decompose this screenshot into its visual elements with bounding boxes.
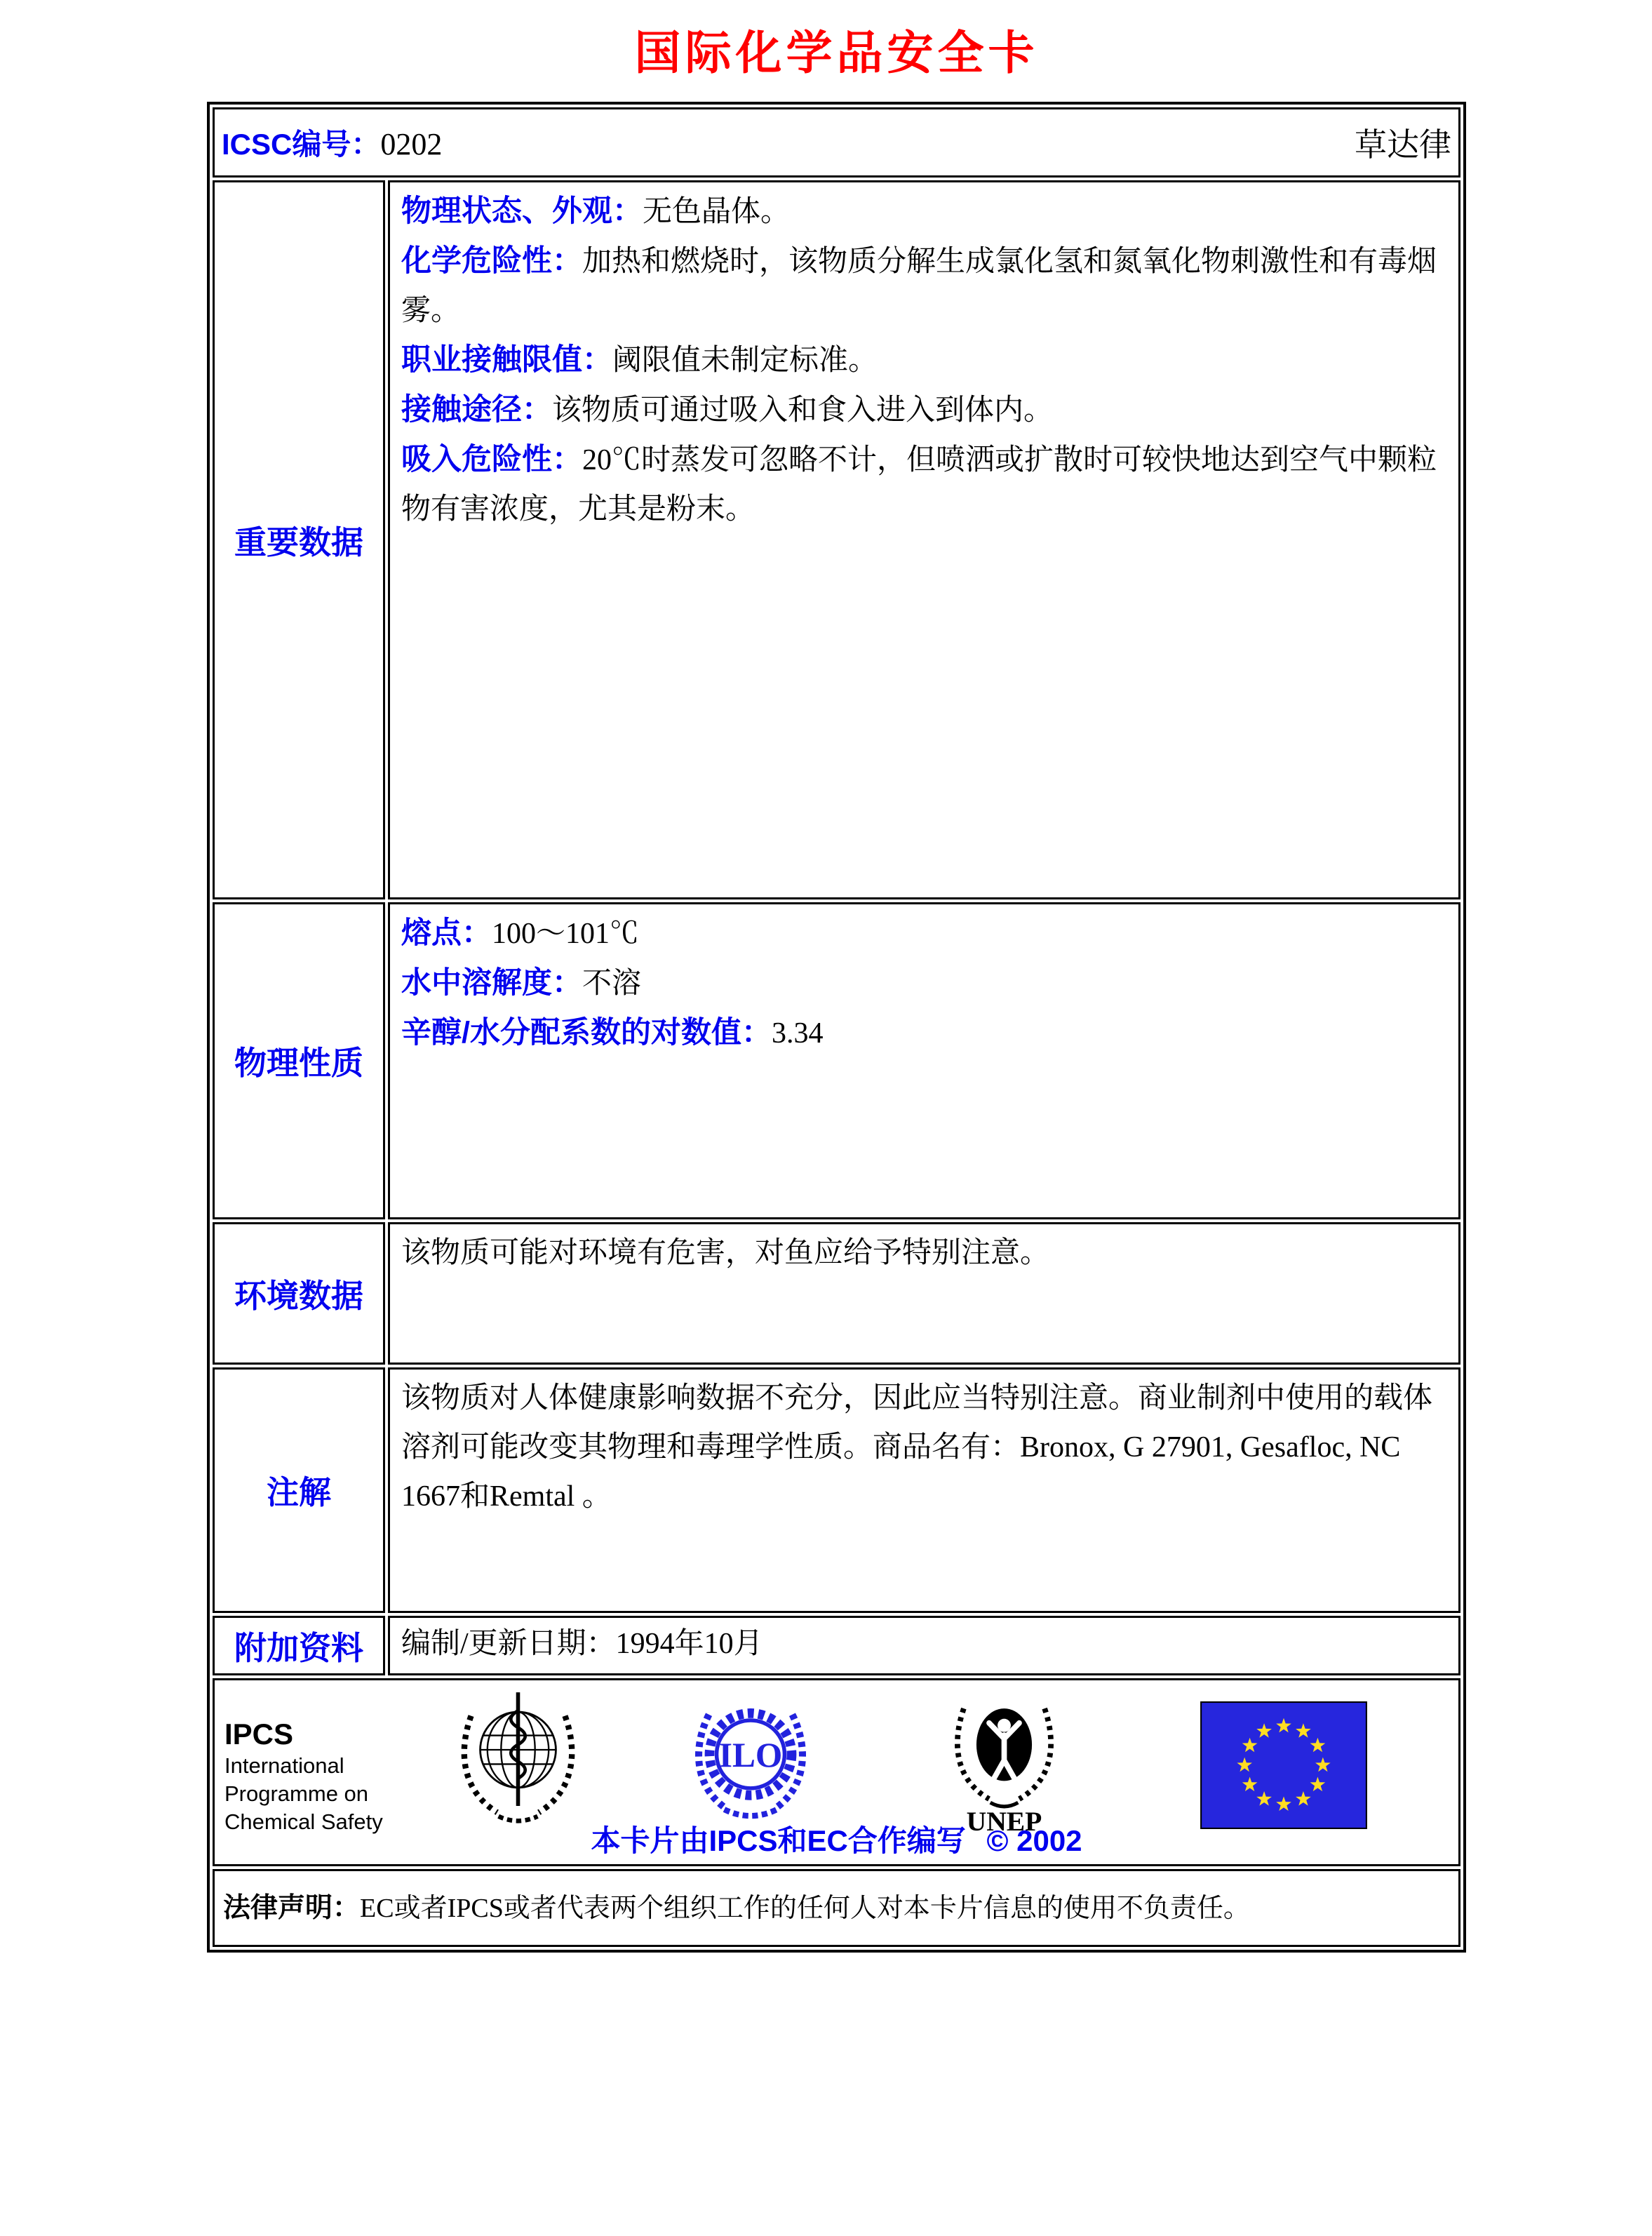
ilo-logo-text: ILO — [718, 1735, 783, 1774]
cooperation-caption-text: 本卡片由IPCS和EC合作编写 — [591, 1824, 966, 1857]
logos-row — [213, 1678, 1460, 1866]
section-label-notes: 注解 — [213, 1367, 385, 1613]
field-value: 加热和燃烧时，该物质分解生成氯化氢和氮氧化物刺激性和有毒烟雾。 — [401, 246, 1437, 327]
icsc-number-value: 0202 — [380, 127, 443, 161]
section-label-additional-info: 附加资料 — [213, 1616, 385, 1675]
legal-notice-text: EC或者IPCS或者代表两个组织工作的任何人对本卡片信息的使用不负责任。 — [360, 1893, 1250, 1923]
important-data-item — [401, 335, 1447, 385]
field-value: 阈限值未制定标准。 — [612, 344, 878, 377]
physical-property-item — [401, 909, 1447, 958]
notes-content: 该物质对人体健康影响数据不充分，因此应当特别注意。商业制剂中使用的载体溶剂可能改变其物理和毒理学性质。商品名有：Bronox, G 27901, Gesafloc, NC 1667和Remtal 。 — [388, 1367, 1460, 1613]
ipcs-acronym: IPCS — [224, 1718, 294, 1750]
field-label: 物理状态、外观： — [401, 194, 643, 228]
section-label-important-data: 重要数据 — [213, 180, 385, 899]
ipcs-line: International — [224, 1753, 344, 1778]
icsc-number-group — [222, 121, 442, 163]
field-label: 水中溶解度： — [401, 966, 582, 1000]
logos-cell — [213, 1678, 1460, 1866]
page-title: 国际化学品安全卡 — [634, 27, 1039, 79]
physical-properties-content — [388, 902, 1460, 1219]
copyright-text: © 2002 — [986, 1824, 1082, 1857]
environmental-data-row — [213, 1222, 1460, 1365]
ipcs-line: Programme on — [224, 1781, 369, 1806]
field-value: 3.34 — [771, 1017, 824, 1050]
unep-logo-icon — [941, 1683, 1068, 1837]
additional-info-content: 编制/更新日期：1994年10月 — [388, 1616, 1460, 1675]
section-label-physical-properties: 物理性质 — [213, 902, 385, 1219]
chemical-name: 草达律 — [1355, 127, 1451, 163]
important-data-content — [388, 180, 1460, 899]
field-label: 职业接触限值： — [401, 343, 612, 377]
notes-row — [213, 1367, 1460, 1613]
field-label: 化学危险性： — [401, 244, 582, 278]
field-label: 接触途径： — [401, 393, 552, 427]
cooperation-caption — [215, 1818, 1458, 1860]
icsc-card-table — [207, 102, 1466, 1953]
header-row — [213, 107, 1460, 178]
ipcs-line: Chemical Safety — [224, 1809, 383, 1834]
field-value: 无色晶体。 — [643, 196, 791, 228]
important-data-item — [401, 435, 1447, 534]
environmental-data-content: 该物质可能对环境有危害，对鱼应给予特别注意。 — [388, 1222, 1460, 1365]
field-value: 不溶 — [582, 968, 642, 1000]
important-data-item — [401, 236, 1447, 335]
field-value: 100～101℃ — [492, 918, 640, 950]
field-label: 辛醇/水分配系数的对数值： — [401, 1016, 772, 1050]
unep-logo-text: UNEP — [966, 1805, 1042, 1834]
ilo-logo-icon — [683, 1690, 818, 1828]
field-value: 20℃时蒸发可忽略不计，但喷洒或扩散时可较快地达到空气中颗粒物有害浓度，尤其是粉末。 — [401, 444, 1437, 525]
eu-flag-icon — [1200, 1701, 1367, 1833]
physical-properties-row — [213, 902, 1460, 1219]
important-data-item — [401, 187, 1447, 236]
field-value: 该物质可通过吸入和食入进入到体内。 — [552, 394, 1054, 427]
legal-notice-row — [213, 1869, 1460, 1947]
icsc-number-label: ICSC编号： — [222, 128, 381, 161]
field-label: 熔点： — [401, 916, 492, 950]
header-cell — [213, 107, 1460, 178]
physical-property-item — [401, 958, 1447, 1008]
legal-notice-label: 法律声明： — [223, 1892, 361, 1923]
additional-info-row — [213, 1616, 1460, 1675]
important-data-item — [401, 385, 1447, 435]
field-label: 吸入危险性： — [401, 443, 582, 476]
legal-notice-cell — [213, 1869, 1460, 1947]
section-label-environmental-data: 环境数据 — [213, 1222, 385, 1365]
physical-property-item — [401, 1008, 1447, 1058]
who-logo-icon — [446, 1685, 590, 1837]
important-data-row — [213, 180, 1460, 899]
